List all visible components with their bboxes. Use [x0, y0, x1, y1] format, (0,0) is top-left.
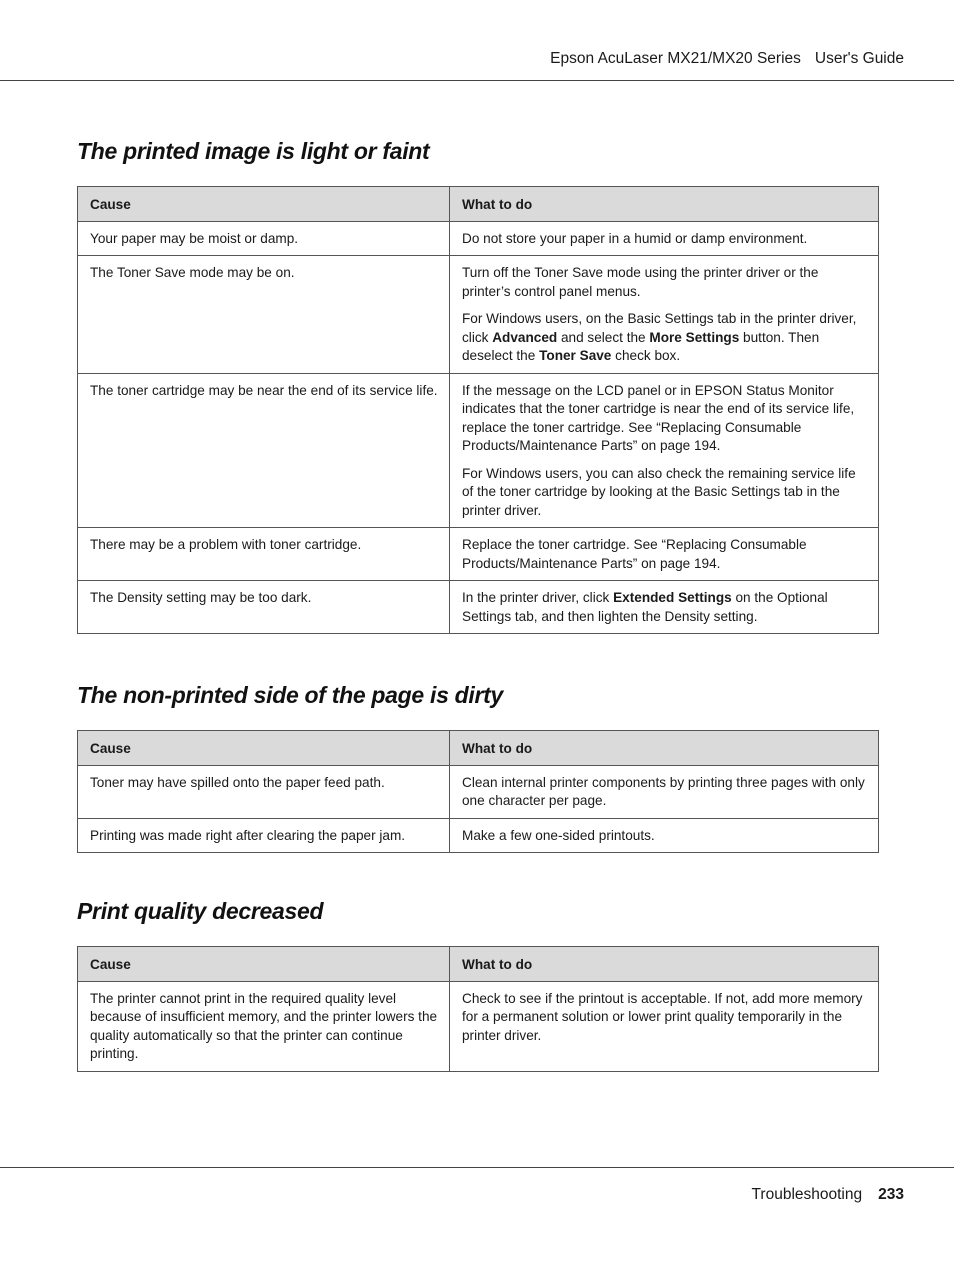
what-to-do-paragraph: Clean internal printer components by printing three pages with only one character per page. [462, 774, 865, 808]
table-dirty-side [77, 730, 879, 853]
header-rule [0, 80, 954, 81]
page-header [550, 50, 904, 68]
cause-cell: There may be a problem with toner cartridge. [78, 528, 450, 581]
what-to-do-cell [450, 981, 879, 1071]
what-to-do-paragraph: Turn off the Toner Save mode using the printer driver or the printer’s control panel menus. [462, 265, 819, 299]
column-header-what-to-do: What to do [450, 947, 879, 982]
column-header-cause: Cause [78, 187, 450, 222]
table-row [78, 765, 879, 818]
header-title: Epson AcuLaser MX21/MX20 Series [550, 50, 801, 67]
section-title-quality-decreased: Print quality decreased [77, 898, 324, 924]
what-to-do-paragraph: Check to see if the printout is acceptable. If not, add more memory for a permanent solution or lower print quality temporarily in the printer driver. [462, 990, 863, 1043]
table-row [78, 981, 879, 1071]
page-number: 233 [878, 1186, 904, 1203]
what-to-do-paragraph: For Windows users, on the Basic Settings tab in the printer driver, click Advanced and select the More Settings button. Then deselect the Toner Save check box. [462, 311, 857, 363]
footer-section: Troubleshooting [751, 1186, 863, 1203]
cause-cell: Your paper may be moist or damp. [78, 221, 450, 256]
page-footer [752, 1186, 904, 1204]
column-header-what-to-do: What to do [450, 187, 879, 222]
what-to-do-paragraph: In the printer driver, click Extended Settings on the Optional Settings tab, and then lighten the Density setting. [462, 590, 828, 624]
what-to-do-paragraph: For Windows users, you can also check the remaining service life of the toner cartridge by looking at the Basic Settings tab in the printer driver. [462, 465, 856, 518]
what-to-do-cell [450, 581, 879, 634]
what-to-do-paragraph: Do not store your paper in a humid or damp environment. [462, 230, 808, 246]
table-row [78, 581, 879, 634]
section-title-dirty-side: The non-printed side of the page is dirty [77, 682, 504, 708]
what-to-do-paragraph: Replace the toner cartridge. See “Replacing Consumable Products/Maintenance Parts” on page 194. [462, 537, 807, 571]
column-header-cause: Cause [78, 947, 450, 982]
footer-rule [0, 1167, 954, 1168]
cause-cell: The Density setting may be too dark. [78, 581, 450, 634]
table-row [78, 221, 879, 256]
what-to-do-paragraph: Make a few one-sided printouts. [462, 827, 655, 843]
section-title-light-faint: The printed image is light or faint [77, 138, 430, 164]
table-row [78, 256, 879, 374]
emphasis: Advanced [492, 329, 558, 345]
cause-cell: The Toner Save mode may be on. [78, 256, 450, 374]
what-to-do-cell [450, 373, 879, 528]
cause-cell: Toner may have spilled onto the paper feed path. [78, 765, 450, 818]
what-to-do-cell [450, 256, 879, 374]
table-row [78, 528, 879, 581]
cause-cell: The printer cannot print in the required quality level because of insufficient memory, and the printer lowers the quality automatically so that the printer can continue printing. [78, 981, 450, 1071]
table-row [78, 818, 879, 853]
table-quality-decreased [77, 946, 879, 1072]
what-to-do-cell [450, 221, 879, 256]
what-to-do-cell [450, 765, 879, 818]
what-to-do-cell [450, 818, 879, 853]
cause-cell: The toner cartridge may be near the end of its service life. [78, 373, 450, 528]
what-to-do-cell [450, 528, 879, 581]
what-to-do-paragraph: If the message on the LCD panel or in EPSON Status Monitor indicates that the toner cartridge is near the end of its service life, replace the toner cartridge. See “Replacing Consumable Products/Maintenance Parts” on page 194. [462, 382, 855, 453]
table-light-faint [77, 186, 879, 634]
emphasis: More Settings [649, 329, 740, 345]
column-header-cause: Cause [78, 731, 450, 766]
table-row [78, 373, 879, 528]
emphasis: Extended Settings [613, 590, 732, 605]
column-header-what-to-do: What to do [450, 731, 879, 766]
header-guide: User's Guide [814, 50, 904, 67]
cause-cell: Printing was made right after clearing the paper jam. [78, 818, 450, 853]
emphasis: Toner Save [539, 348, 612, 363]
